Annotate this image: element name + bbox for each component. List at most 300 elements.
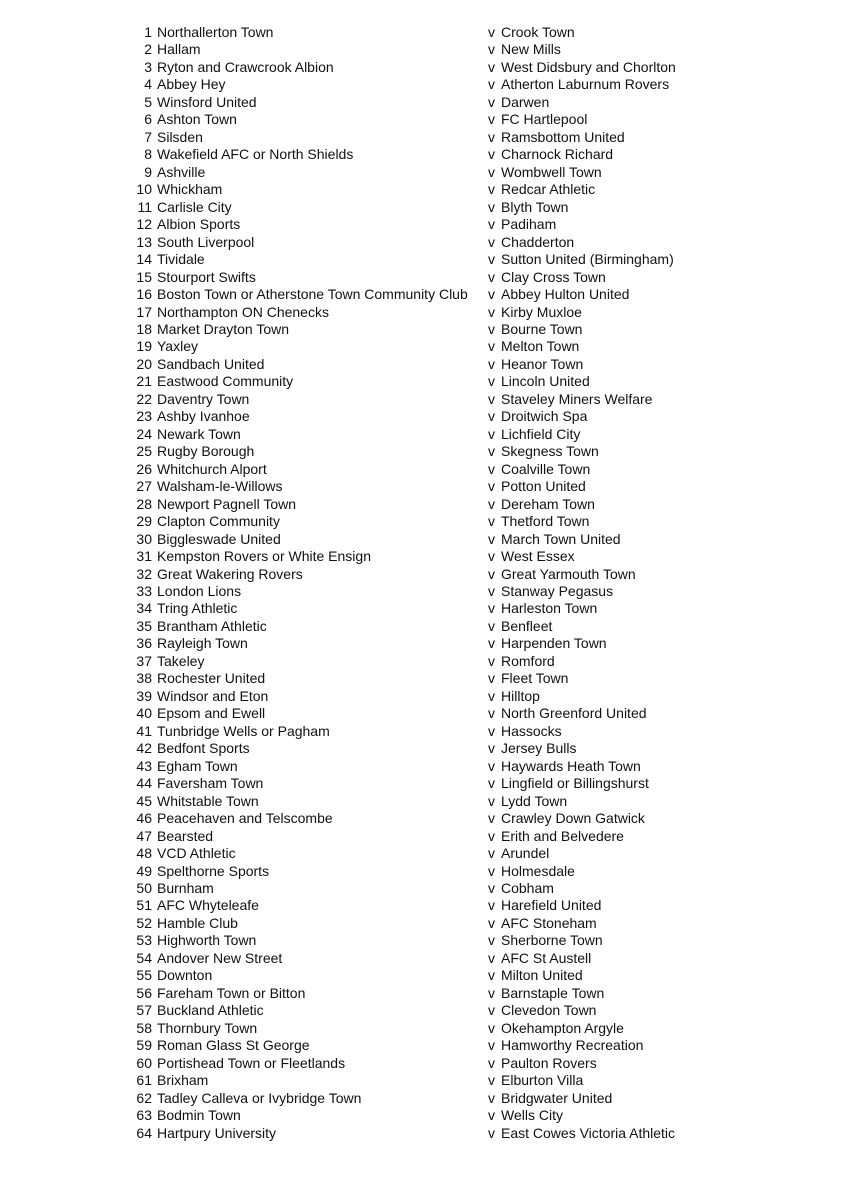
home-team: Brantham Athletic <box>157 617 267 634</box>
away-team: Bridgwater United <box>501 1089 613 1106</box>
home-team: Faversham Town <box>157 775 264 792</box>
versus-separator: v <box>488 967 495 984</box>
home-team: Bodmin Town <box>157 1107 241 1124</box>
home-team: Burnham <box>157 879 214 896</box>
versus-separator: v <box>488 1037 495 1054</box>
versus-separator: v <box>488 76 495 93</box>
home-team: Newport Pagnell Town <box>157 495 297 512</box>
versus-separator: v <box>488 233 495 250</box>
away-team: Charnock Richard <box>501 146 614 163</box>
fixture-row <box>0 1072 848 1089</box>
home-team: Ashton Town <box>157 111 237 128</box>
away-team: Chadderton <box>501 233 575 250</box>
home-team: Egham Town <box>157 757 238 774</box>
away-team: West Didsbury and Chorlton <box>501 58 676 75</box>
home-team: Whitchurch Alport <box>157 460 267 477</box>
fixture-row <box>0 793 848 810</box>
away-team: Fleet Town <box>501 670 569 687</box>
fixture-row <box>0 915 848 932</box>
versus-separator: v <box>488 1002 495 1019</box>
home-team: Bedfont Sports <box>157 740 250 757</box>
home-team: Winsford United <box>157 93 257 110</box>
fixture-row <box>0 1037 848 1054</box>
fixture-number: 48 <box>136 845 152 862</box>
away-team: Lingfield or Billingshurst <box>501 775 649 792</box>
fixture-number: 35 <box>136 617 152 634</box>
versus-separator: v <box>488 58 495 75</box>
fixture-number: 37 <box>136 652 152 669</box>
home-team: Ryton and Crawcrook Albion <box>157 58 334 75</box>
versus-separator: v <box>488 862 495 879</box>
fixture-number: 47 <box>136 827 152 844</box>
away-team: Coalville Town <box>501 460 591 477</box>
away-team: FC Hartlepool <box>501 111 588 128</box>
fixture-row <box>0 199 848 216</box>
away-team: East Cowes Victoria Athletic <box>501 1124 676 1141</box>
away-team: Kirby Muxloe <box>501 303 582 320</box>
fixture-row <box>0 234 848 251</box>
fixture-number: 42 <box>136 740 152 757</box>
home-team: Epsom and Ewell <box>157 705 266 722</box>
fixture-number: 27 <box>136 478 152 495</box>
away-team: Clevedon Town <box>501 1002 597 1019</box>
away-team: Hilltop <box>501 687 540 704</box>
fixture-row <box>0 146 848 163</box>
home-team: Yaxley <box>157 338 198 355</box>
fixture-number: 43 <box>136 757 152 774</box>
home-team: Tadley Calleva or Ivybridge Town <box>157 1089 362 1106</box>
versus-separator: v <box>488 1072 495 1089</box>
fixture-number: 57 <box>136 1002 152 1019</box>
fixture-number: 1 <box>144 24 152 40</box>
fixture-number: 55 <box>136 967 152 984</box>
versus-separator: v <box>488 687 495 704</box>
home-team: Tring Athletic <box>157 600 238 617</box>
versus-separator: v <box>488 286 495 303</box>
fixture-number: 61 <box>136 1072 152 1089</box>
away-team: Wells City <box>501 1107 563 1124</box>
away-team: Blyth Town <box>501 198 569 215</box>
home-team: Abbey Hey <box>157 76 226 93</box>
versus-separator: v <box>488 495 495 512</box>
fixture-row <box>0 985 848 1002</box>
home-team: Thornbury Town <box>157 1019 258 1036</box>
fixture-row <box>0 845 848 862</box>
away-team: Ramsbottom United <box>501 128 625 145</box>
away-team: Haywards Heath Town <box>501 757 641 774</box>
versus-separator: v <box>488 355 495 372</box>
fixture-number: 2 <box>144 41 152 58</box>
home-team: Takeley <box>157 652 205 669</box>
home-team: Tunbridge Wells or Pagham <box>157 722 330 739</box>
away-team: Thetford Town <box>501 513 590 530</box>
fixture-row <box>0 24 848 41</box>
away-team: Erith and Belvedere <box>501 827 624 844</box>
fixture-number: 58 <box>136 1019 152 1036</box>
fixture-row <box>0 880 848 897</box>
fixture-row <box>0 321 848 338</box>
away-team: Crook Town <box>501 24 575 40</box>
fixture-row <box>0 111 848 128</box>
versus-separator: v <box>488 198 495 215</box>
fixture-row <box>0 723 848 740</box>
home-team: Spelthorne Sports <box>157 862 270 879</box>
away-team: Potton United <box>501 478 586 495</box>
away-team: Redcar Athletic <box>501 181 596 198</box>
fixture-number: 19 <box>136 338 152 355</box>
fixture-number: 8 <box>144 146 152 163</box>
home-team: Market Drayton Town <box>157 320 290 337</box>
versus-separator: v <box>488 251 495 268</box>
versus-separator: v <box>488 1054 495 1071</box>
fixture-number: 18 <box>136 320 152 337</box>
away-team: Harefield United <box>501 897 602 914</box>
away-team: West Essex <box>501 548 575 565</box>
fixture-row <box>0 1055 848 1072</box>
home-team: Hartpury University <box>157 1124 277 1141</box>
versus-separator: v <box>488 163 495 180</box>
away-team: Crawley Down Gatwick <box>501 810 645 827</box>
fixture-row <box>0 478 848 495</box>
fixture-number: 32 <box>136 565 152 582</box>
fixture-row <box>0 618 848 635</box>
fixture-number: 51 <box>136 897 152 914</box>
home-team: Whickham <box>157 181 223 198</box>
versus-separator: v <box>488 373 495 390</box>
fixture-number: 33 <box>136 583 152 599</box>
home-team: Rugby Borough <box>157 443 255 460</box>
home-team: Andover New Street <box>157 949 283 966</box>
fixture-number: 52 <box>136 914 152 931</box>
fixture-row <box>0 41 848 58</box>
home-team: VCD Athletic <box>157 845 236 862</box>
away-team: Stanway Pegasus <box>501 583 614 599</box>
fixture-row <box>0 408 848 425</box>
fixture-row <box>0 950 848 967</box>
away-team: North Greenford United <box>501 705 647 722</box>
versus-separator: v <box>488 390 495 407</box>
fixture-number: 5 <box>144 93 152 110</box>
versus-separator: v <box>488 949 495 966</box>
fixture-row <box>0 897 848 914</box>
home-team: Portishead Town or Fleetlands <box>157 1054 346 1071</box>
versus-separator: v <box>488 146 495 163</box>
versus-separator: v <box>488 425 495 442</box>
away-team: Heanor Town <box>501 355 584 372</box>
fixture-row <box>0 373 848 390</box>
versus-separator: v <box>488 478 495 495</box>
away-team: Okehampton Argyle <box>501 1019 624 1036</box>
versus-separator: v <box>488 635 495 652</box>
home-team: Northallerton Town <box>157 24 274 40</box>
fixture-row <box>0 513 848 530</box>
away-team: Paulton Rovers <box>501 1054 597 1071</box>
away-team: Melton Town <box>501 338 580 355</box>
fixture-row <box>0 338 848 355</box>
fixture-row <box>0 583 848 600</box>
fixture-row <box>0 758 848 775</box>
versus-separator: v <box>488 111 495 128</box>
away-team: Lydd Town <box>501 792 568 809</box>
fixture-number: 25 <box>136 443 152 460</box>
versus-separator: v <box>488 338 495 355</box>
away-team: New Mills <box>501 41 561 58</box>
versus-separator: v <box>488 41 495 58</box>
fixture-number: 56 <box>136 984 152 1001</box>
away-team: Barnstaple Town <box>501 984 605 1001</box>
away-team: March Town United <box>501 530 621 547</box>
fixture-number: 6 <box>144 111 152 128</box>
home-team: Brixham <box>157 1072 209 1089</box>
fixture-number: 46 <box>136 810 152 827</box>
fixture-row <box>0 356 848 373</box>
fixture-row <box>0 670 848 687</box>
fixture-row <box>0 251 848 268</box>
versus-separator: v <box>488 705 495 722</box>
fixture-number: 39 <box>136 687 152 704</box>
versus-separator: v <box>488 845 495 862</box>
fixture-number: 49 <box>136 862 152 879</box>
home-team: Roman Glass St George <box>157 1037 310 1054</box>
fixture-number: 64 <box>136 1124 152 1141</box>
home-team: London Lions <box>157 583 242 599</box>
away-team: AFC Stoneham <box>501 914 597 931</box>
fixture-number: 53 <box>136 932 152 949</box>
fixture-row <box>0 635 848 652</box>
away-team: Wombwell Town <box>501 163 602 180</box>
fixture-number: 14 <box>136 251 152 268</box>
home-team: South Liverpool <box>157 233 255 250</box>
fixture-row <box>0 443 848 460</box>
fixture-number: 59 <box>136 1037 152 1054</box>
fixture-row <box>0 531 848 548</box>
fixture-row <box>0 828 848 845</box>
versus-separator: v <box>488 897 495 914</box>
home-team: Fareham Town or Bitton <box>157 984 306 1001</box>
away-team: AFC St Austell <box>501 949 592 966</box>
away-team: Atherton Laburnum Rovers <box>501 76 670 93</box>
fixture-row <box>0 391 848 408</box>
home-team: Ashville <box>157 163 206 180</box>
fixture-number: 34 <box>136 600 152 617</box>
fixture-number: 62 <box>136 1089 152 1106</box>
away-team: Skegness Town <box>501 443 599 460</box>
fixture-row <box>0 1125 848 1142</box>
versus-separator: v <box>488 548 495 565</box>
versus-separator: v <box>488 827 495 844</box>
fixture-row <box>0 496 848 513</box>
fixture-number: 40 <box>136 705 152 722</box>
fixture-row <box>0 967 848 984</box>
versus-separator: v <box>488 1019 495 1036</box>
fixture-row <box>0 1090 848 1107</box>
home-team: Bearsted <box>157 827 214 844</box>
away-team: Holmesdale <box>501 862 575 879</box>
away-team: Staveley Miners Welfare <box>501 390 653 407</box>
fixture-number: 29 <box>136 513 152 530</box>
fixture-row <box>0 705 848 722</box>
away-team: Droitwich Spa <box>501 408 588 425</box>
fixture-number: 11 <box>137 198 152 215</box>
away-team: Milton United <box>501 967 583 984</box>
versus-separator: v <box>488 583 495 599</box>
fixture-number: 9 <box>144 163 152 180</box>
versus-separator: v <box>488 740 495 757</box>
versus-separator: v <box>488 460 495 477</box>
versus-separator: v <box>488 810 495 827</box>
versus-separator: v <box>488 408 495 425</box>
fixture-row <box>0 304 848 321</box>
home-team: Whitstable Town <box>157 792 259 809</box>
fixture-row <box>0 59 848 76</box>
versus-separator: v <box>488 181 495 198</box>
home-team: Hallam <box>157 41 201 58</box>
away-team: Lincoln United <box>501 373 590 390</box>
fixture-number: 21 <box>136 373 152 390</box>
home-team: Kempston Rovers or White Ensign <box>157 548 371 565</box>
away-team: Clay Cross Town <box>501 268 606 285</box>
home-team: Downton <box>157 967 213 984</box>
fixture-row <box>0 426 848 443</box>
versus-separator: v <box>488 617 495 634</box>
versus-separator: v <box>488 530 495 547</box>
home-team: Newark Town <box>157 425 241 442</box>
fixture-row <box>0 863 848 880</box>
home-team: Rochester United <box>157 670 266 687</box>
fixture-row <box>0 461 848 478</box>
fixture-number: 36 <box>136 635 152 652</box>
versus-separator: v <box>488 93 495 110</box>
fixture-number: 63 <box>136 1107 152 1124</box>
fixture-number: 50 <box>136 879 152 896</box>
fixture-row <box>0 76 848 93</box>
versus-separator: v <box>488 513 495 530</box>
home-team: Carlisle City <box>157 198 232 215</box>
away-team: Jersey Bulls <box>501 740 577 757</box>
fixture-number: 38 <box>136 670 152 687</box>
away-team: Padiham <box>501 216 557 233</box>
away-team: Harpenden Town <box>501 635 607 652</box>
fixture-row <box>0 181 848 198</box>
versus-separator: v <box>488 1124 495 1141</box>
home-team: Biggleswade United <box>157 530 281 547</box>
home-team: Highworth Town <box>157 932 257 949</box>
versus-separator: v <box>488 914 495 931</box>
fixture-number: 4 <box>144 76 152 93</box>
away-team: Elburton Villa <box>501 1072 584 1089</box>
fixture-row <box>0 216 848 233</box>
versus-separator: v <box>488 1107 495 1124</box>
fixture-number: 31 <box>136 548 152 565</box>
home-team: Boston Town or Atherstone Town Community Club <box>157 286 468 303</box>
fixture-row <box>0 94 848 111</box>
away-team: Sutton United (Birmingham) <box>501 251 674 268</box>
fixture-number: 54 <box>136 949 152 966</box>
home-team: Tividale <box>157 251 205 268</box>
versus-separator: v <box>488 932 495 949</box>
home-team: Silsden <box>157 128 203 145</box>
home-team: Hamble Club <box>157 914 238 931</box>
versus-separator: v <box>488 670 495 687</box>
fixture-row <box>0 548 848 565</box>
versus-separator: v <box>488 722 495 739</box>
versus-separator: v <box>488 792 495 809</box>
fixture-row <box>0 932 848 949</box>
versus-separator: v <box>488 1089 495 1106</box>
home-team: Windsor and Eton <box>157 687 269 704</box>
fixture-number: 17 <box>136 303 152 320</box>
home-team: Sandbach United <box>157 355 265 372</box>
away-team: Harleston Town <box>501 600 598 617</box>
away-team: Hassocks <box>501 722 562 739</box>
versus-separator: v <box>488 268 495 285</box>
fixture-row <box>0 688 848 705</box>
fixture-row <box>0 566 848 583</box>
away-team: Bourne Town <box>501 320 583 337</box>
home-team: Wakefield AFC or North Shields <box>157 146 354 163</box>
fixture-number: 12 <box>136 216 152 233</box>
fixture-number: 3 <box>144 58 152 75</box>
versus-separator: v <box>488 565 495 582</box>
versus-separator: v <box>488 320 495 337</box>
fixture-number: 10 <box>136 181 152 198</box>
versus-separator: v <box>488 757 495 774</box>
fixture-row <box>0 600 848 617</box>
fixture-number: 30 <box>136 530 152 547</box>
home-team: Buckland Athletic <box>157 1002 264 1019</box>
fixture-row <box>0 1107 848 1124</box>
home-team: Daventry Town <box>157 390 250 407</box>
away-team: Hamworthy Recreation <box>501 1037 644 1054</box>
fixture-number: 16 <box>136 286 152 303</box>
versus-separator: v <box>488 879 495 896</box>
fixture-list <box>0 24 848 1142</box>
versus-separator: v <box>488 443 495 460</box>
versus-separator: v <box>488 652 495 669</box>
fixture-row <box>0 286 848 303</box>
fixture-number: 24 <box>136 425 152 442</box>
home-team: Walsham-le-Willows <box>157 478 283 495</box>
fixture-row <box>0 1020 848 1037</box>
fixture-row <box>0 1002 848 1019</box>
fixture-row <box>0 269 848 286</box>
versus-separator: v <box>488 775 495 792</box>
fixture-number: 22 <box>136 390 152 407</box>
fixture-row <box>0 775 848 792</box>
fixture-row <box>0 164 848 181</box>
away-team: Arundel <box>501 845 550 862</box>
home-team: AFC Whyteleafe <box>157 897 259 914</box>
home-team: Albion Sports <box>157 216 241 233</box>
fixture-row <box>0 653 848 670</box>
away-team: Abbey Hulton United <box>501 286 630 303</box>
home-team: Ashby Ivanhoe <box>157 408 250 425</box>
away-team: Great Yarmouth Town <box>501 565 636 582</box>
home-team: Rayleigh Town <box>157 635 248 652</box>
fixture-number: 44 <box>136 775 152 792</box>
away-team: Sherborne Town <box>501 932 603 949</box>
versus-separator: v <box>488 24 495 40</box>
fixture-row <box>0 810 848 827</box>
fixture-number: 13 <box>136 233 152 250</box>
versus-separator: v <box>488 600 495 617</box>
away-team: Lichfield City <box>501 425 581 442</box>
fixture-number: 28 <box>136 495 152 512</box>
home-team: Peacehaven and Telscombe <box>157 810 333 827</box>
away-team: Cobham <box>501 879 554 896</box>
fixture-row <box>0 129 848 146</box>
fixture-number: 15 <box>136 268 152 285</box>
